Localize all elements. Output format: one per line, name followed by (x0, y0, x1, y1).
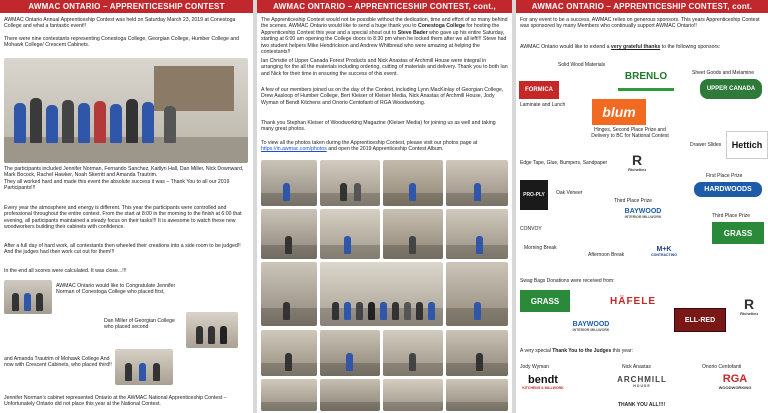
hafele-logo: HÄFELE (610, 295, 656, 307)
members-paragraph: A few of our members joined us on the day of the Contest, including Lynn MacKinlay of Georgian College, Drew Aasloop of Humber College, Bert Kleiser of Kleiser Media, Nick Anastas of Archmill House, Jody Wyman of Bendt Kitchens and Onorio Centofanti of RGA Woodworking. (261, 87, 504, 106)
bendt-name: bendt (528, 373, 558, 386)
judge-name-onorio: Onorio Centofanti (702, 364, 742, 370)
contest-photo (261, 330, 317, 376)
photo-background-cabinet (154, 66, 234, 111)
grass-logo: GRASS (520, 290, 570, 312)
contest-photo (320, 209, 380, 259)
label-drawer-slides: Drawer Slides (690, 142, 722, 148)
sponsors-thanks-line (520, 44, 764, 50)
photos-paragraph (261, 140, 508, 153)
host-college-name: Conestoga College (417, 23, 465, 30)
person-figure (12, 293, 19, 311)
contest-photo (383, 330, 443, 376)
richelieu-logo (734, 292, 764, 320)
bendt-subtitle: KITCHENS & MILLWORK (522, 385, 564, 390)
person-figure (24, 293, 31, 311)
photo-floor (446, 402, 508, 411)
person-figure (110, 104, 122, 143)
label-first-prize: First Place Prize (706, 173, 743, 179)
person-figure (94, 101, 106, 143)
intro-paragraph: AWMAC Ontario Annual Apprenticeship Contest was held on Saturday March 23, 2019 at Conestoga College and what a fantastic event!! (4, 17, 236, 30)
second-place-text: Dan Miller of Georgian College who placed second (104, 318, 175, 331)
formica-logo: FORMICA (518, 80, 560, 100)
person-figure (392, 302, 399, 320)
person-figure (409, 183, 416, 201)
contest-photo (320, 379, 380, 411)
mk-name: M+K (656, 245, 672, 253)
atmosphere-paragraph: Every year the atmosphere and energy is different. This year the participants were controlled and professional throughout the entire contest. From the start at 8:00 in the morning to the finish at 6:00 that evening, all participants maintained a steady focus on their tasks!!! It is awesome to watch these new woodworkers building their cabinets with confidence. (4, 205, 242, 231)
judges-text: this year: (611, 348, 633, 354)
person-figure (474, 302, 481, 320)
hosting-text: who gave up his entire Saturday, starting at 6:00 am opening the College doors to 8:30 pm when he locked them after we all left!!! Steve had two student helpers Mike Hendrickson and Andrew Whitbread who were amazing at helping the contestants!! (261, 29, 507, 56)
scores-paragraph: In the end all scores were calculated. It was close...!!! (4, 268, 127, 274)
third-place-text: and Amanda Trautrim of Mohawk College And now with Crescent Cabinets, who placed third!! (4, 356, 112, 369)
baywood-name: BAYWOOD (572, 320, 610, 328)
judging-paragraph: After a full day of hard work, all contestants then wheeled their creations into a side room to be judged!! And the judges had their work cut out for them!!! (4, 243, 241, 256)
richelieu-logo (624, 150, 650, 174)
upper-canada-logo: UPPER CANADA (700, 79, 762, 99)
richelieu-name: Richelieu (628, 166, 646, 172)
person-figure (285, 236, 292, 254)
label-morning-break: Morning Break (524, 245, 557, 251)
person-figure (30, 98, 42, 143)
person-figure (164, 106, 176, 143)
contest-photo (261, 379, 317, 411)
label-sheet-goods: Sheet Goods and Melamine (692, 70, 754, 76)
panel-contest-thanks (257, 0, 512, 413)
grass-logo: GRASS (712, 222, 764, 244)
label-afternoon-break: Afternoon Break (588, 252, 625, 258)
materials-paragraph: Ian Christie of Upper Canada Forest Products and Nick Anastas of Archmill House were integral in arranging for the all the materials including ordering, cutting of materials and delivery. Thank you to both Ian and Nick for their time in ensuring the success of this event. (261, 58, 508, 77)
blum-logo: blum (592, 99, 646, 125)
contest-photo (320, 330, 380, 376)
person-figure (285, 353, 292, 371)
person-figure (474, 183, 481, 201)
label-laminate: Laminate and Lunch (520, 102, 566, 108)
hardwoods-logo: HARDWOODS (694, 182, 762, 197)
thanks-text: AWMAC Ontario would like to extend a (520, 44, 611, 50)
archmill-logo (612, 373, 672, 391)
person-figure (428, 302, 435, 320)
contest-photo (383, 379, 443, 411)
contestants-paragraph: There were nine contestants representing Conestoga College, Georgian College, Humber College and Mohawk College/ Crescent Cabinets. (4, 36, 240, 49)
person-figure (46, 105, 58, 143)
person-figure (62, 100, 74, 143)
participants-paragraph: The participants included Jennifer Norman, Fernando Sanchez, Kaitlyn Hall, Dan Miller, Nick Downward, Mark Bocock, Rachel Hawker, Noah Skerritt and Amanda Trautrim. (4, 166, 244, 179)
person-figure (476, 353, 483, 371)
label-swag-bags: Swag Bags Donations were received from: (520, 278, 615, 284)
contest-photo (446, 262, 508, 326)
hettich-logo: Hettich (726, 131, 768, 159)
hosting-thanks-paragraph (261, 17, 508, 55)
richelieu-name: Richelieu (740, 310, 758, 316)
nationals-paragraph: Jennifer Norman’s cabinet represented Ontario at the AWMAC National Apprenticeship Contest – Unfortunately Ontario did not place this year at the National Contest. (4, 395, 227, 408)
person-figure (142, 102, 154, 143)
contest-photo (261, 160, 317, 206)
photos-page-link[interactable]: https://in.awmac.com/photos (261, 146, 327, 153)
label-third-prize-top: Third Place Prize (614, 198, 653, 204)
first-place-text: AWMAC Ontario would like to Congratulate Jennifer Norman of Conestoga College who placed first, (56, 283, 176, 296)
person-figure (126, 99, 138, 143)
prodply-logo: PRO-PLY (520, 180, 548, 210)
person-figure (416, 302, 423, 320)
richelieu-r-icon: R (743, 295, 755, 312)
second-place-photo (186, 312, 238, 348)
person-figure (346, 353, 353, 371)
ellred-logo: ELL-RED (674, 308, 726, 332)
person-figure (220, 326, 227, 344)
photographer-paragraph: Thank you Stephan Kleiser of Woodworking Magazine (Kleiser Media) for joining us as well and taking many great photos. (261, 120, 496, 133)
panel-header: AWMAC ONTARIO – APPRENTICESHIP CONTEST, cont., (257, 0, 512, 13)
person-figure (283, 302, 290, 320)
sponsors-intro: For any event to be a success, AWMAC relies on generous sponsors. This years Apprenticeship Contest was sponsored by many Members who continually support AWMAC Ontario!! (520, 17, 760, 30)
person-figure (476, 236, 483, 254)
thank-you-all: THANK YOU ALL!!!! (618, 402, 666, 408)
contest-photo (261, 209, 317, 259)
person-figure (14, 103, 26, 143)
baywood-name: BAYWOOD (624, 207, 662, 215)
brenlo-logo: BRENLO (618, 64, 674, 91)
rga-subtitle: WOODWORKING (718, 385, 752, 390)
person-figure (78, 103, 90, 143)
third-place-photo (115, 349, 173, 385)
contest-photo (383, 160, 443, 206)
photos-text: To view all the photos taken during the Apprenticeship Contest, please visit our photos page at (261, 140, 478, 146)
group-photo (4, 58, 248, 163)
judges-line (520, 348, 633, 354)
person-figure (196, 326, 203, 344)
person-figure (332, 302, 339, 320)
group-contest-photo (320, 262, 443, 326)
judge-name-jody: Jody Wyman (520, 364, 549, 370)
person-figure (409, 236, 416, 254)
person-figure (409, 353, 416, 371)
hosting-text: for hosting the Apprenticeship Contest this year and a special shout out to (261, 23, 500, 36)
person-figure (283, 183, 290, 201)
rga-logo (706, 371, 764, 393)
mk-contracting-logo (636, 244, 692, 258)
panel-header: AWMAC ONTARIO – APPRENTICESHIP CONTEST, cont. (516, 0, 768, 13)
panel-sponsors (516, 0, 768, 413)
person-figure (153, 363, 160, 381)
photo-floor (320, 193, 380, 206)
label-hinges: Hinges, Second Place Prize and Delivery to BC for National Contest (591, 127, 669, 139)
photo-floor (383, 402, 443, 411)
label-oak-veneer: Oak Veneer (556, 190, 583, 196)
archmill-name: ARCHMILL (617, 375, 667, 384)
contest-photo (446, 209, 508, 259)
photos-text: and open the 2019 Apprenticeship Contest Album. (326, 146, 444, 153)
participants-thanks: They all worked hard and made this event the absolute success it was – Thank You to all our 2019 Participants!!! (4, 179, 230, 192)
person-figure (208, 326, 215, 344)
archmill-subtitle: HOUSE (633, 384, 651, 388)
person-figure (344, 302, 351, 320)
hosting-text: The Apprenticeship Contest would not be possible without the dedication, time and effort of so many behind the scenes. AWMAC Ontario would like to send a huge thank you to (261, 17, 508, 30)
person-figure (344, 236, 351, 254)
baywood-logo (558, 318, 624, 334)
person-figure (139, 363, 146, 381)
person-figure (125, 363, 132, 381)
person-figure (404, 302, 411, 320)
person-figure (340, 183, 347, 201)
person-figure (354, 183, 361, 201)
photo-floor (261, 402, 317, 411)
label-convoy: CONVOY (520, 226, 542, 232)
person-figure (380, 302, 387, 320)
person-figure (36, 293, 43, 311)
label-third-prize-right: Third Place Prize (712, 213, 751, 219)
helper-name: Steve Bader (397, 29, 428, 36)
contest-photo (383, 209, 443, 259)
panel-contest-intro (0, 0, 253, 413)
baywood-logo (612, 205, 674, 221)
person-figure (368, 302, 375, 320)
contest-photo (446, 160, 508, 206)
person-figure (356, 302, 363, 320)
rga-name: RGA (722, 373, 748, 385)
contest-photo (446, 379, 508, 411)
contest-photo (446, 330, 508, 376)
panel-header: AWMAC ONTARIO – APPRENTICESHIP CONTEST (0, 0, 253, 13)
judges-emphasis: Thank You to the Judges (552, 348, 612, 354)
first-place-photo (4, 280, 52, 314)
label-edge-tape: Edge Tape, Glue, Bumpers, Sandpaper (520, 160, 608, 166)
mk-subtitle: CONTRACTING (651, 252, 677, 257)
contest-photo (320, 160, 380, 206)
baywood-subtitle: INTERIOR MILLWORK (572, 327, 610, 332)
thanks-text: to the following sponsors: (660, 44, 721, 50)
contest-photo (261, 262, 317, 326)
thanks-emphasis: very grateful thanks (610, 44, 661, 50)
judges-text: A very special (520, 348, 553, 354)
richelieu-r-icon: R (631, 151, 643, 168)
judge-name-nick: Nick Anastas (622, 364, 651, 370)
baywood-subtitle: INTERIOR MILLWORK (624, 214, 662, 219)
bendt-logo (518, 371, 568, 393)
photo-floor (320, 402, 380, 411)
label-solid-wood: Solid Wood Materials (558, 62, 606, 68)
